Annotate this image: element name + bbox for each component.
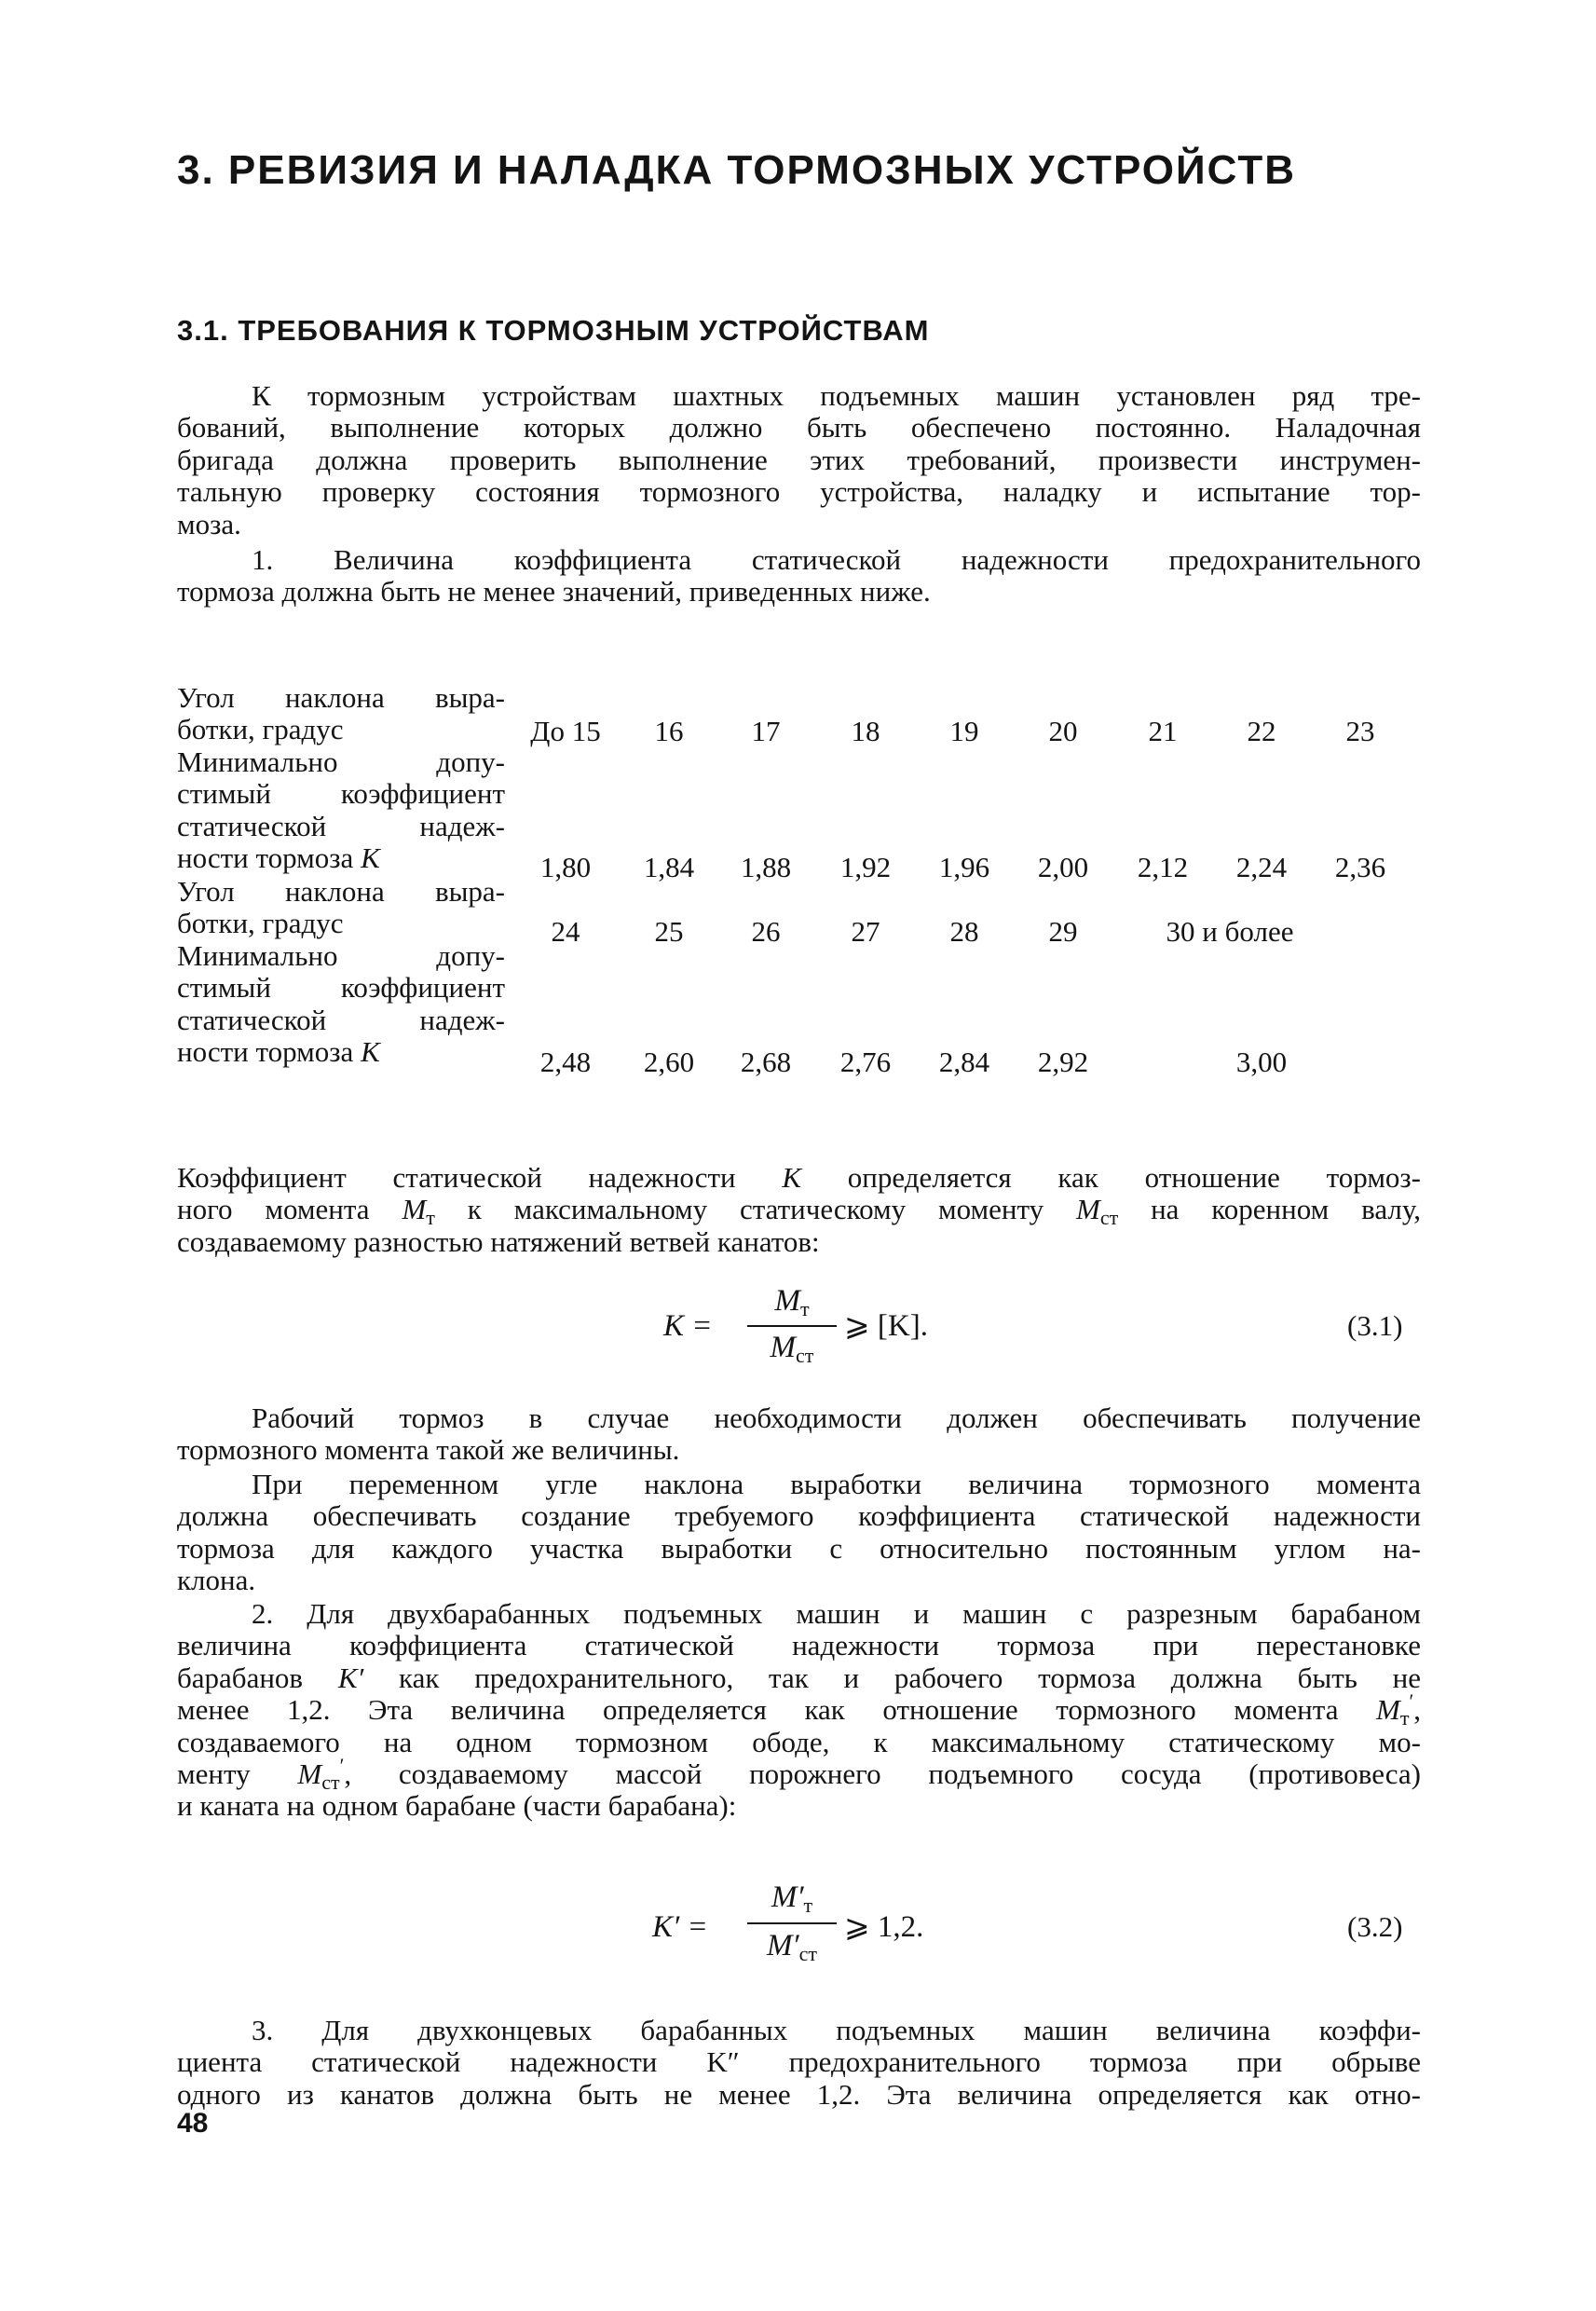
- text-line: ного момента $M_т$ к максимальному статическому моменту $M_{ст}$ на коренном валу,: [177, 1193, 1421, 1230]
- formula-rhs: ⩾ 1,2.: [844, 1910, 924, 1944]
- text-line: создаваемого на одном тормозном ободе, к максимальному статическому мо-: [177, 1725, 1421, 1758]
- coef-label-2: Минимально допу- стимый коэффициент статической надеж- ности тормоза K: [177, 939, 505, 1069]
- table-cell: 2,36: [1334, 851, 1386, 883]
- text-line: Коэффициент статической надежности K определяется как отношение тормоз-: [177, 1161, 1421, 1194]
- table-cell: 20: [1048, 715, 1078, 747]
- equation-number: (3.1): [1347, 1309, 1403, 1342]
- text-line: должна обеспечивать создание требуемого коэффициента статической надежности: [177, 1499, 1421, 1533]
- requirement-1: [177, 544, 1421, 609]
- table-cell: 16: [654, 715, 684, 747]
- text-line: моза.: [177, 507, 241, 540]
- table-cell: 1,88: [740, 851, 792, 883]
- table-cell: 2,12: [1137, 851, 1189, 883]
- text-line: бригада должна проверить выполнение этих требований, произвести инструмен-: [177, 443, 1421, 476]
- text-line: создаваемому разностью натяжений ветвей канатов:: [177, 1224, 820, 1258]
- table-cell: 1,80: [539, 851, 592, 883]
- angle-label-2: Угол наклона выра- ботки, градус: [177, 875, 505, 940]
- requirement-3: [177, 2015, 1421, 2111]
- table-cell: 1,92: [839, 851, 892, 883]
- text-line: одного из канатов должна быть не менее 1,2. Эта величина определяется как отно-: [177, 2077, 1421, 2111]
- section-title: 3.1. ТРЕБОВАНИЯ К ТОРМОЗНЫМ УСТРОЙСТВАМ: [177, 314, 930, 347]
- page-number: 48: [177, 2108, 209, 2139]
- text-line: бований, выполнение которых должно быть обеспечено постоянно. Наладочная: [177, 411, 1421, 444]
- table-cell: 1,96: [938, 851, 990, 883]
- text-line: менее 1,2. Эта величина определяется как отношение тормозного момента $M_т'$,: [177, 1689, 1421, 1730]
- table-cell: 21: [1148, 715, 1178, 747]
- text-line: Рабочий тормоз в случае необходимости должен обеспечивать получение: [252, 1402, 1421, 1434]
- table-cell: 2,60: [643, 1046, 695, 1078]
- formula-lhs: K =: [663, 1309, 713, 1343]
- definition-paragraph: [177, 1162, 1421, 1258]
- table-cell: До 15: [530, 715, 601, 747]
- table-cell: 19: [949, 715, 979, 747]
- table-cell: 2,48: [539, 1046, 592, 1078]
- text-line: и каната на одном барабане (части барабана):: [177, 1789, 737, 1823]
- table-cell: 2,76: [839, 1046, 892, 1078]
- variable-angle-paragraph: [177, 1469, 1421, 1597]
- text-line: 2. Для двухбарабанных подъемных машин и машин с разрезным барабаном: [252, 1597, 1421, 1630]
- intro-paragraph: [177, 380, 1421, 540]
- formula-lhs: K′ =: [652, 1910, 708, 1944]
- coef-label-1: Минимально допу- стимый коэффициент статической надеж- ности тормоза K: [177, 745, 505, 875]
- formula-numerator: $M'_т$: [771, 1880, 813, 1917]
- table-cell: 29: [1048, 915, 1078, 948]
- text-line: тормоза для каждого участка выработки с относительно постоянным углом на-: [177, 1531, 1421, 1565]
- text-line: тальную проверку состояния тормозного устройства, наладку и испытание тор-: [177, 475, 1421, 509]
- table-cell: 24: [551, 915, 580, 948]
- text-line: тормозного момента такой же величины.: [177, 1433, 680, 1467]
- table-cell: 25: [654, 915, 684, 948]
- text-line: 3. Для двухконцевых барабанных подъемных машин величина коэффи-: [252, 2014, 1421, 2046]
- table-cell: 30 и более: [1166, 915, 1294, 948]
- formula-denominator: $M'_{ст}$: [766, 1929, 818, 1965]
- fraction-bar: [747, 1922, 837, 1924]
- equation-number: (3.2): [1347, 1910, 1403, 1943]
- angle-label-1: Угол наклона выра- ботки, градус: [177, 681, 505, 746]
- table-cell: 17: [751, 715, 781, 747]
- working-brake-paragraph: [177, 1402, 1421, 1467]
- chapter-title: 3. РЕВИЗИЯ И НАЛАДКА ТОРМОЗНЫХ УСТРОЙСТВ: [177, 147, 1296, 193]
- text-line: клона.: [177, 1564, 256, 1597]
- text-line: К тормозным устройствам шахтных подъемных машин установлен ряд тре-: [252, 379, 1421, 412]
- table-cell: 18: [851, 715, 880, 747]
- formula-numerator: $M_т$: [774, 1284, 810, 1320]
- text-line: менту $M_{ст}'$, создаваемому массой порожнего подъемного сосуда (противовеса): [177, 1754, 1422, 1795]
- formula-denominator: $M_{ст}$: [770, 1331, 814, 1367]
- table-cell: 2,92: [1037, 1046, 1089, 1078]
- table-cell: 28: [949, 915, 979, 948]
- text-line: барабанов K′ как предохранительного, так и рабочего тормоза должна быть не: [177, 1661, 1421, 1694]
- table-cell: 1,84: [643, 851, 695, 883]
- table-cell: 2,24: [1235, 851, 1288, 883]
- table-cell: 3,00: [1235, 1046, 1288, 1078]
- text-line: циента статической надежности K″ предохранительного тормоза при обрыве: [177, 2045, 1421, 2079]
- requirement-2: [177, 1598, 1421, 1823]
- table-cell: 2,68: [740, 1046, 792, 1078]
- fraction-bar: [747, 1325, 837, 1327]
- text-line: величина коэффициента статической надежности тормоза при перестановке: [177, 1629, 1421, 1662]
- text-line: 1. Величина коэффициента статической надежности предохранительного: [252, 543, 1421, 576]
- table-cell: 2,00: [1037, 851, 1089, 883]
- table-cell: 26: [751, 915, 781, 948]
- table-cell: 23: [1345, 715, 1375, 747]
- text-line: При переменном угле наклона выработки величина тормозного момента: [252, 1468, 1421, 1500]
- formula-rhs: ⩾ [K].: [844, 1309, 928, 1343]
- table-cell: 27: [851, 915, 880, 948]
- text-line: тормоза должна быть не менее значений, приведенных ниже.: [177, 575, 931, 609]
- table-cell: 2,84: [938, 1046, 990, 1078]
- table-cell: 22: [1247, 715, 1276, 747]
